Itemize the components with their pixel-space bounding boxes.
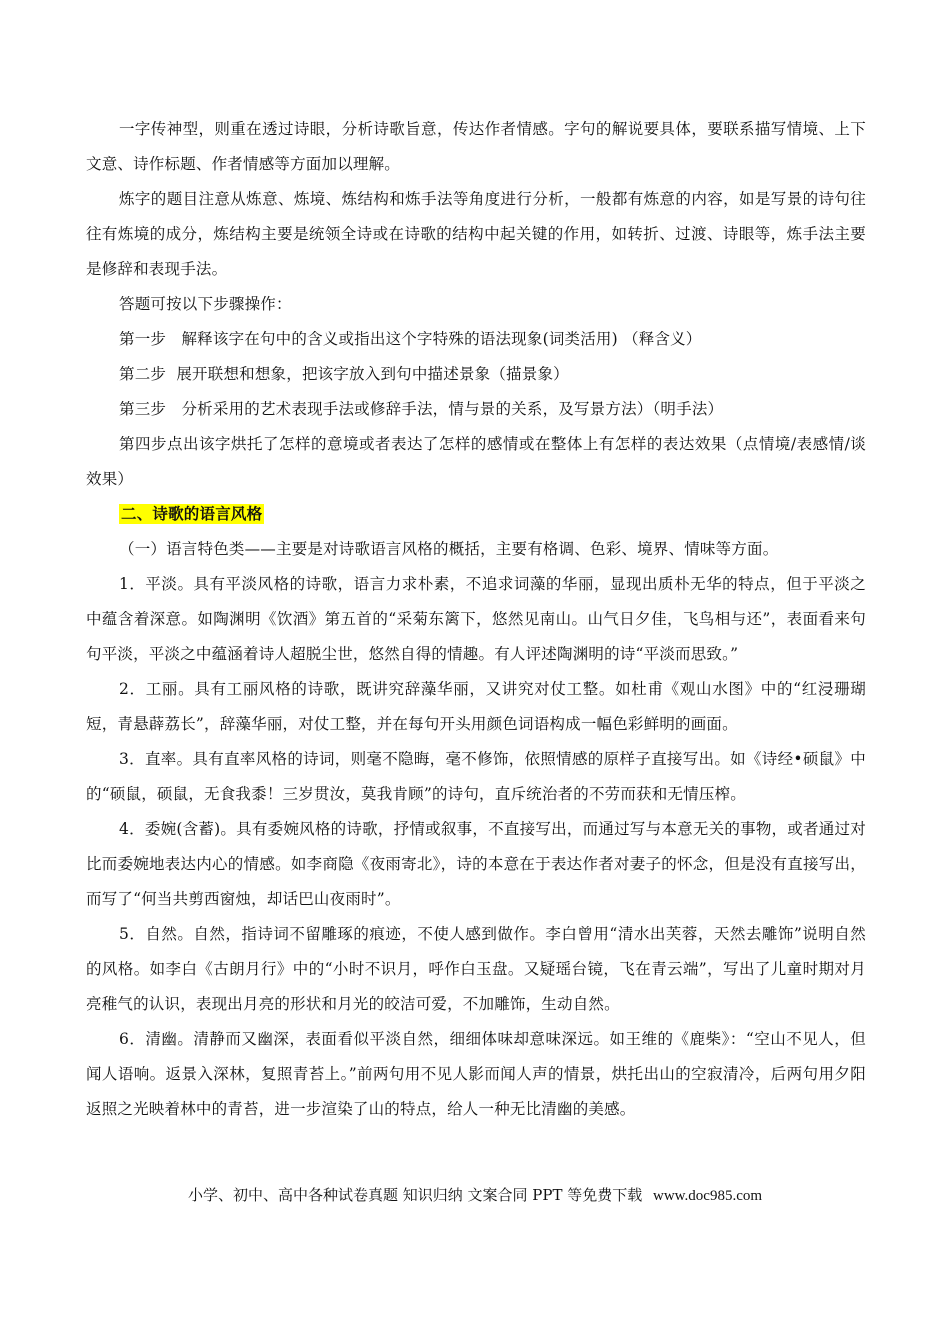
paragraph-lianzi: 炼字的题目注意从炼意、炼境、炼结构和炼手法等角度进行分析，一般都有炼意的内容，如是写景的诗句往往有炼境的成分，炼结构主要是统领全诗或在诗歌的结构中起关键的作用，如转折、过渡、诗眼等，炼手法主要是修辞和表现手法。 [86,190,866,278]
step-4: 第四步点出该字烘托了怎样的意境或者表达了怎样的感情或在整体上有怎样的表达效果（点情境/表感情/谈效果） [86,435,866,488]
paragraph-yizichuanshen: 一字传神型，则重在透过诗眼，分析诗歌旨意，传达作者情感。字句的解说要具体，要联系描写情境、上下文意、诗作标题、作者情感等方面加以理解。 [86,120,866,173]
paragraph-gongli: 2．工丽。具有工丽风格的诗歌，既讲究辞藻华丽，又讲究对仗工整。如杜甫《观山水图》中的“红浸珊瑚短，青悬薜荔长”，辞藻华丽，对仗工整，并在每句开头用颜色词语构成一幅色彩鲜明的画面。 [86,680,866,733]
step-2: 第二步 展开联想和想象，把该字放入到句中描述景象（描景象） [119,365,569,383]
section-heading-line [86,497,866,532]
document-body [86,112,866,1127]
paragraph-steps-intro: 答题可按以下步骤操作： [119,295,292,313]
step-3: 第三步 分析采用的艺术表现手法或修辞手法，情与景的关系，及写景方法）（明手法） [119,400,724,418]
footer-text: 小学、初中、高中各种试卷真题 知识归纳 文案合同 PPT 等免费下载 [187,1186,643,1204]
paragraph-pingdan: 1．平淡。具有平淡风格的诗歌，语言力求朴素，不追求词藻的华丽，显现出质朴无华的特点，但于平淡之中蕴含着深意。如陶渊明《饮酒》第五首的“采菊东篱下，悠然见南山。山气日夕佳，飞鸟相与还”，表面看来句句平淡，平淡之中蕴涵着诗人超脱尘世，悠然自得的情趣。有人评述陶渊明的诗“平淡而思致。” [86,575,866,663]
footer-url[interactable]: www.doc985.com [653,1188,763,1204]
section-heading: 二、诗歌的语言风格 [121,505,263,523]
paragraph-weiwan: 4．委婉(含蓄)。具有委婉风格的诗歌，抒情或叙事，不直接写出，而通过写与本意无关的事物，或者通过对比而委婉地表达内心的情感。如李商隐《夜雨寄北》，诗的本意在于表达作者对妻子的怀念，但是没有直接写出，而写了“何当共剪西窗烛，却话巴山夜雨时”。 [86,820,866,908]
paragraph-ziran: 5．自然。自然，指诗词不留雕琢的痕迹，不使人感到做作。李白曾用“清水出芙蓉，天然去雕饰”说明自然的风格。如李白《古朗月行》中的“小时不识月，呼作白玉盘。又疑瑶台镜，飞在青云端”，写出了儿童时期对月亮稚气的认识，表现出月亮的形状和月光的皎洁可爱，不加雕饰，生动自然。 [86,925,866,1013]
page-footer [0,1183,950,1208]
paragraph-zhishuai: 3．直率。具有直率风格的诗词，则毫不隐晦，毫不修饰，依照情感的原样子直接写出。如《诗经•硕鼠》中的“硕鼠，硕鼠，无食我黍！三岁贯汝，莫我肯顾”的诗句，直斥统治者的不劳而获和无情压榨。 [86,750,866,803]
paragraph-qingyou: 6．清幽。清静而又幽深，表面看似平淡自然，细细体味却意味深远。如王维的《鹿柴》：“空山不见人，但闻人语响。返景入深林，复照青苔上。”前两句用不见人影而闻人声的情景，烘托出山的空寂清冷，后两句用夕阳返照之光映着林中的青苔，进一步渲染了山的特点，给人一种无比清幽的美感。 [86,1030,866,1118]
step-1: 第一步 解释该字在句中的含义或指出这个字特殊的语法现象(词类活用) （释含义） [119,330,702,348]
paragraph-language-features: （一）语言特色类——主要是对诗歌语言风格的概括，主要有格调、色彩、境界、情味等方面。 [119,540,779,558]
